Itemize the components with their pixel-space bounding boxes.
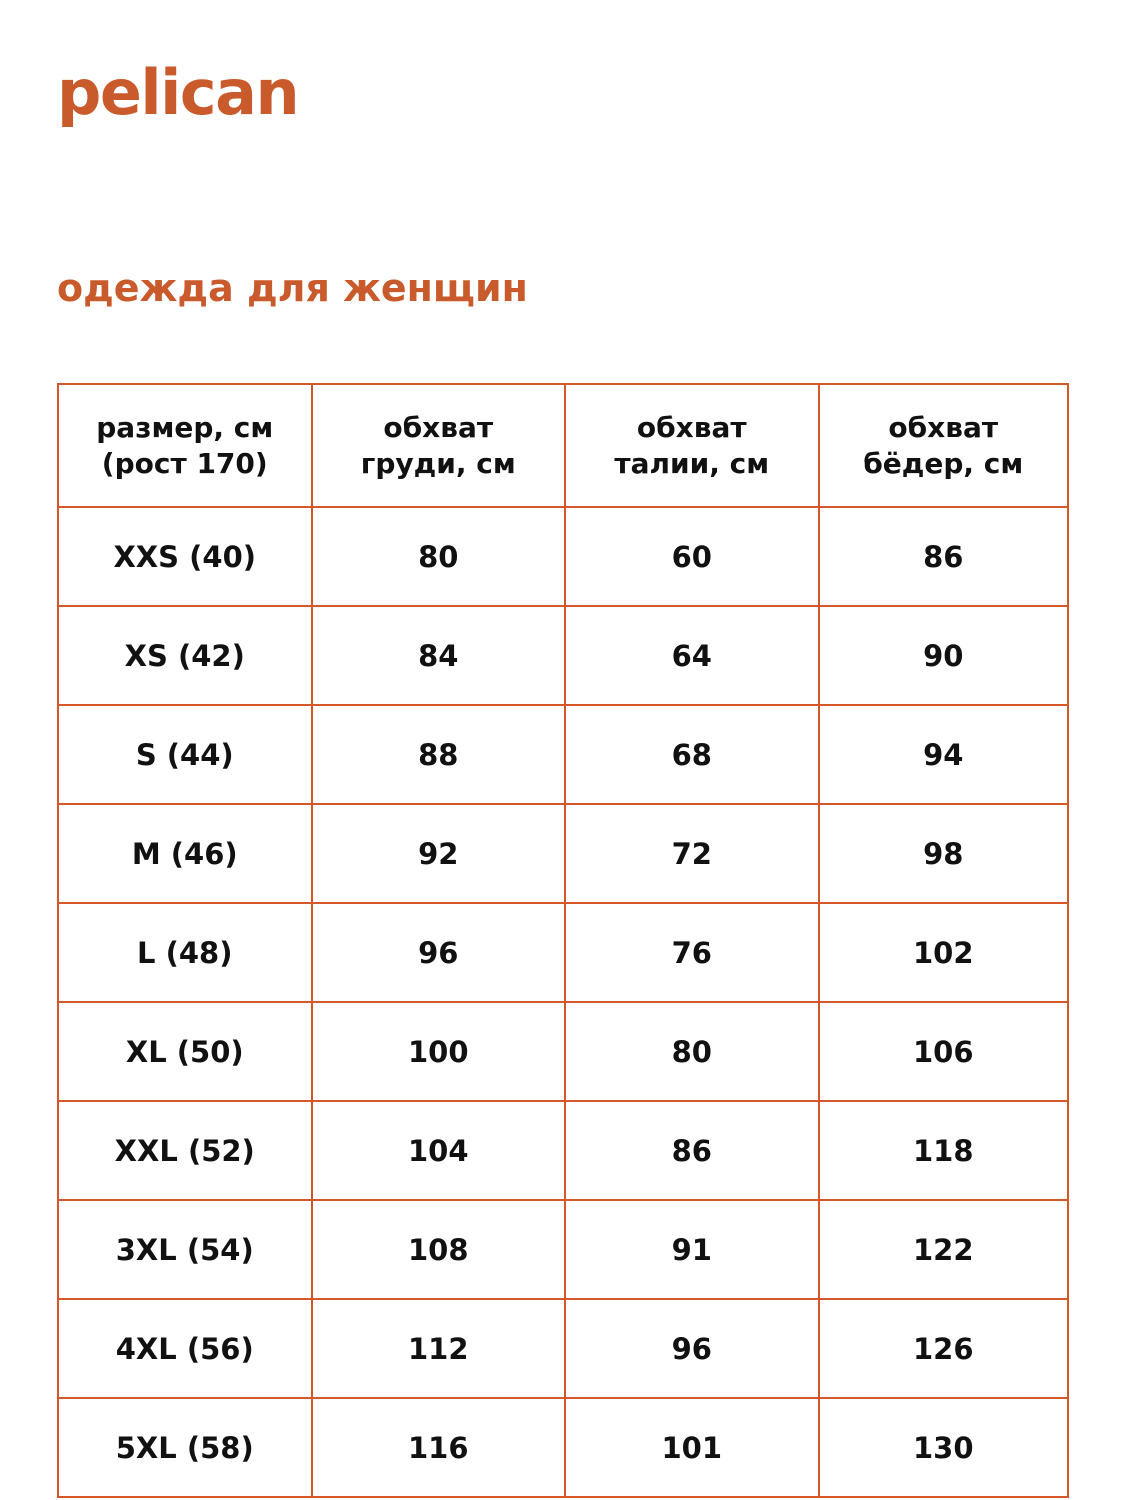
- cell-chest: 92: [312, 804, 566, 903]
- column-header-waist-line2: талии, см: [614, 446, 770, 480]
- cell-hips: 102: [819, 903, 1069, 1002]
- cell-size: 5XL (58): [58, 1398, 312, 1497]
- cell-chest: 116: [312, 1398, 566, 1497]
- column-header-size: [58, 384, 312, 507]
- table-head: [58, 384, 1068, 507]
- cell-waist: 86: [565, 1101, 819, 1200]
- cell-hips: 98: [819, 804, 1069, 903]
- cell-chest: 96: [312, 903, 566, 1002]
- cell-hips: 90: [819, 606, 1069, 705]
- cell-chest: 112: [312, 1299, 566, 1398]
- page-title: одежда для женщин: [57, 266, 528, 310]
- cell-chest: 104: [312, 1101, 566, 1200]
- cell-hips: 122: [819, 1200, 1069, 1299]
- cell-waist: 72: [565, 804, 819, 903]
- column-header-size-line1: размер, см: [96, 410, 274, 444]
- cell-hips: 106: [819, 1002, 1069, 1101]
- cell-hips: 94: [819, 705, 1069, 804]
- table-row: [58, 1398, 1068, 1497]
- cell-chest: 100: [312, 1002, 566, 1101]
- cell-size: L (48): [58, 903, 312, 1002]
- table-row: [58, 903, 1068, 1002]
- size-table: [57, 383, 1069, 1498]
- cell-chest: 84: [312, 606, 566, 705]
- cell-hips: 86: [819, 507, 1069, 606]
- column-header-chest-line1: обхват: [383, 410, 494, 444]
- table-row: [58, 507, 1068, 606]
- cell-waist: 60: [565, 507, 819, 606]
- table-row: [58, 804, 1068, 903]
- cell-chest: 80: [312, 507, 566, 606]
- cell-waist: 68: [565, 705, 819, 804]
- cell-waist: 91: [565, 1200, 819, 1299]
- table-row: [58, 1200, 1068, 1299]
- column-header-hips-line2: бёдер, см: [863, 446, 1024, 480]
- column-header-chest-line2: груди, см: [360, 446, 516, 480]
- cell-hips: 126: [819, 1299, 1069, 1398]
- column-header-hips: [819, 384, 1069, 507]
- column-header-waist: [565, 384, 819, 507]
- cell-waist: 101: [565, 1398, 819, 1497]
- cell-size: XXS (40): [58, 507, 312, 606]
- table-body: [58, 507, 1068, 1497]
- cell-chest: 88: [312, 705, 566, 804]
- table-header-row: [58, 384, 1068, 507]
- table-row: [58, 1002, 1068, 1101]
- cell-chest: 108: [312, 1200, 566, 1299]
- cell-waist: 80: [565, 1002, 819, 1101]
- cell-waist: 64: [565, 606, 819, 705]
- column-header-waist-line1: обхват: [636, 410, 747, 444]
- brand-logo: pelican: [57, 56, 299, 129]
- column-header-chest: [312, 384, 566, 507]
- cell-size: XS (42): [58, 606, 312, 705]
- column-header-size-line2: (рост 170): [101, 446, 268, 480]
- table-row: [58, 1101, 1068, 1200]
- table-row: [58, 1299, 1068, 1398]
- cell-size: XL (50): [58, 1002, 312, 1101]
- cell-size: 3XL (54): [58, 1200, 312, 1299]
- table-row: [58, 606, 1068, 705]
- cell-waist: 96: [565, 1299, 819, 1398]
- cell-waist: 76: [565, 903, 819, 1002]
- cell-size: XXL (52): [58, 1101, 312, 1200]
- cell-size: 4XL (56): [58, 1299, 312, 1398]
- cell-hips: 118: [819, 1101, 1069, 1200]
- column-header-hips-line1: обхват: [888, 410, 999, 444]
- table-row: [58, 705, 1068, 804]
- cell-hips: 130: [819, 1398, 1069, 1497]
- size-table-container: [57, 383, 1069, 1498]
- cell-size: M (46): [58, 804, 312, 903]
- cell-size: S (44): [58, 705, 312, 804]
